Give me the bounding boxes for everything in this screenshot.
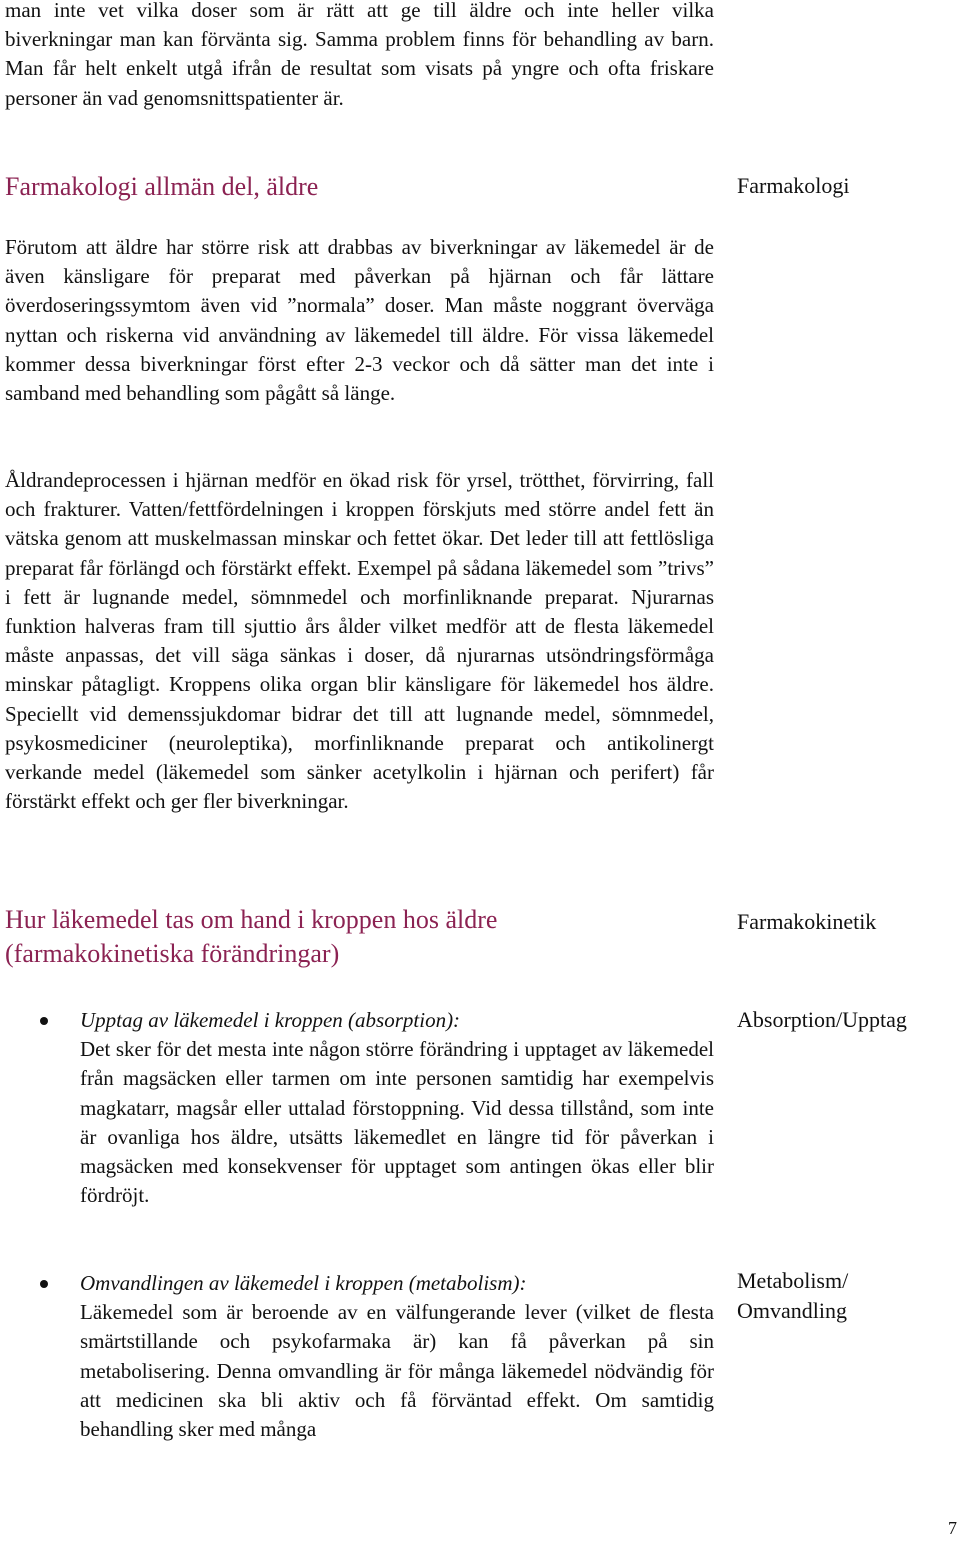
- bullet-dot: [40, 1017, 48, 1025]
- margin-label-metabolism: Metabolism/ Omvandling: [737, 1268, 849, 1323]
- list-item-text: Läkemedel som är beroende av en välfungerande lever (vilket de flesta smärtstillande och psykofarmaka är) kan få påverkan på sin metabolisering. Denna omvandling är för många läkemedel nödvändig för att medicinen ska bli aktiv och få förväntad effekt. Om samtidig behandling sker med många: [80, 1300, 714, 1442]
- list-item-text: Det sker för det mesta inte någon större förändring i upptaget av läkemedel från magsäcken eller tarmen om inte personen samtidig har exempelvis magkatarr, magsår eller uttalad förstoppning. Vid dessa tillstånd, som inte är ovanliga hos äldre, utsätts läkemedlet en längre tid för påverkan i magsäcken med konsekvenser för upptaget som antingen ökas eller blir fördröjt.: [80, 1037, 714, 1208]
- margin-label-absorption: Absorption/Upptag: [737, 1007, 907, 1032]
- margin-label-farmakokinetik: Farmakokinetik: [737, 909, 877, 934]
- section-heading-farmakologi: Farmakologi allmän del, äldre: [5, 172, 319, 201]
- list-item-title: Upptag av läkemedel i kroppen (absorption):: [80, 1008, 461, 1032]
- paragraph-elderly-sensitivity: Förutom att äldre har större risk att drabbas av biverkningar av läkemedel är de även känsligare för preparat med påverkan på hjärnan och får lättare överdoseringssymtom även vid ”normala” doser. Man måste noggrant överväga nyttan och riskerna vid användning av läkemedel till äldre. För vissa läkemedel kommer dessa biverkningar först efter 2-3 veckor och då sätter man det inte i samband med behandling som pågått så länge.: [5, 235, 714, 406]
- page-number: 7: [948, 1518, 957, 1538]
- intro-paragraph: man inte vet vilka doser som är rätt att ge till äldre och inte heller vilka biverkningar man kan förvänta sig. Samma problem finns för behandling av barn. Man får helt enkelt utgå ifrån de resultat som visats på yngre och ofta friskare personer än vad genomsnittspatienter är.: [5, 0, 714, 110]
- paragraph-aging-process: Åldrandeprocessen i hjärnan medför en ökad risk för yrsel, trötthet, förvirring, fall och frakturer. Vatten/fettfördelningen i kroppen förskjuts med större andel fett än vätska genom att muskelmassan minskar och fettet ökar. Det leder till att fettlösliga preparat får förlängd och förstärkt effekt. Exempel på sådana läkemedel som ”trivs” i fett är lugnande medel, sömnmedel och morfinliknande preparat. Njurarnas funktion halveras fram till sjuttio års ålder vilket medför att de flesta läkemedel måste anpassas, det vill säga sänkas i doser, då njurarnas utsöndringsförmåga minskar påtagligt. Kroppens olika organ blir känsligare för läkemedel hos äldre. Speciellt vid demenssjukdomar bidrar det till att lugnande medel, sömnmedel, psykosmediciner (neuroleptika), morfinliknande preparat och antikolinergt verkande medel (läkemedel som sänker acetylkolin i hjärnan och perifert) får förstärkt effekt och ger fler biverkningar.: [5, 468, 714, 814]
- list-item-title: Omvandlingen av läkemedel i kroppen (metabolism):: [80, 1271, 527, 1295]
- section-heading-farmakokinetik: Hur läkemedel tas om hand i kroppen hos äldre (farmakokinetiska förändringar): [5, 905, 498, 968]
- list-item-metabolism: [80, 1269, 714, 1444]
- margin-label-farmakologi: Farmakologi: [737, 173, 850, 198]
- list-item-absorption: [80, 1006, 714, 1210]
- bullet-dot: [40, 1280, 48, 1288]
